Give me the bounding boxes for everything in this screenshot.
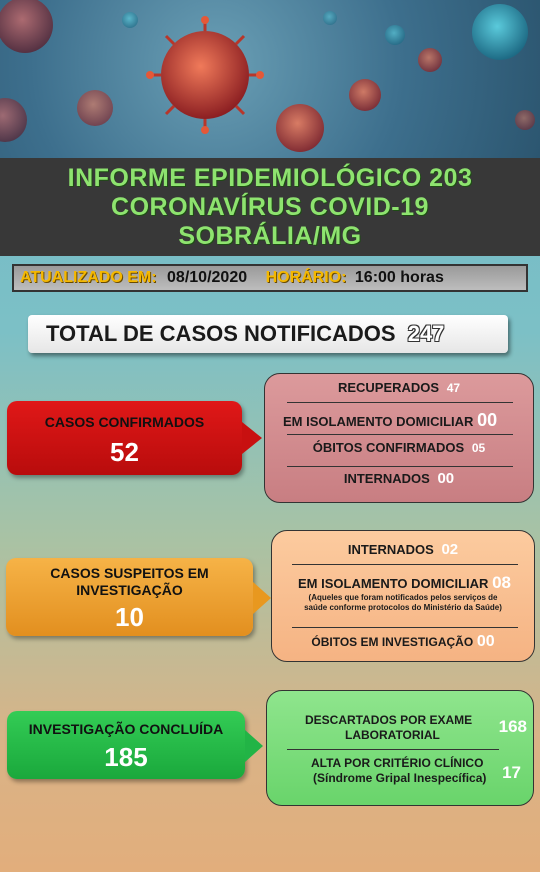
- divider: [287, 466, 513, 467]
- suspected-label-line2: INVESTIGAÇÃO: [76, 582, 183, 598]
- clinical-label-line1: ALTA POR CRITÉRIO CLÍNICO: [311, 756, 484, 770]
- time-label: HORÁRIO:: [265, 269, 347, 286]
- update-bar: [12, 264, 528, 292]
- isolation-note: [272, 593, 534, 613]
- deaths-investigation-value: 00: [476, 633, 495, 650]
- total-notified-label: TOTAL DE CASOS NOTIFICADOS: [46, 321, 396, 346]
- recovered-value: 47: [446, 381, 461, 395]
- report-title: INFORME EPIDEMIOLÓGICO 203: [67, 164, 473, 192]
- suspected-value: 10: [115, 602, 144, 632]
- concluded-label: INVESTIGAÇÃO CONCLUÍDA: [28, 721, 224, 737]
- confirmed-box: [7, 401, 242, 475]
- confirmed-arrow-icon: [242, 422, 262, 454]
- suspected-hospitalized-value: 02: [441, 541, 459, 558]
- suspected-arrow-icon: [253, 582, 271, 614]
- divider: [287, 749, 499, 750]
- confirmed-isolation-value: 00: [477, 410, 498, 430]
- confirmed-value: 52: [110, 437, 139, 467]
- confirmed-isolation-label: EM ISOLAMENTO DOMICILIAR: [283, 414, 474, 429]
- report-city: SOBRÁLIA/MG: [178, 222, 362, 250]
- concluded-value: 185: [104, 742, 148, 772]
- suspected-isolation-value: 08: [492, 573, 511, 592]
- confirmed-hospitalized-value: 00: [437, 470, 455, 487]
- suspected-details-box: [271, 530, 535, 662]
- clinical-value: 17: [502, 763, 521, 782]
- isolation-note-line2: saúde conforme protocolos do Ministério da Saúde): [304, 603, 502, 612]
- suspected-hospitalized-label: INTERNADOS: [347, 542, 434, 557]
- recovered-label: RECUPERADOS: [337, 380, 440, 395]
- isolation-note-line1: (Aqueles que foram notificados pelos serviços de: [308, 593, 498, 602]
- report-subtitle: CORONAVÍRUS COVID-19: [111, 193, 429, 221]
- discarded-value: 168: [498, 717, 527, 736]
- virus-illustration: [0, 0, 540, 158]
- deaths-label: ÓBITOS CONFIRMADOS: [312, 440, 465, 455]
- deaths-value: 05: [471, 441, 486, 455]
- suspected-box: [6, 558, 253, 636]
- suspected-isolation-label: EM ISOLAMENTO DOMICILIAR: [298, 576, 489, 591]
- clinical-label-line2: (Síndrome Gripal Inespecífica): [313, 771, 487, 785]
- total-notified-value: 247: [407, 321, 445, 346]
- suspected-label-line1: CASOS SUSPEITOS EM: [50, 565, 209, 581]
- confirmed-label: CASOS CONFIRMADOS: [44, 414, 205, 430]
- total-notified-box: [28, 315, 508, 353]
- divider: [292, 627, 518, 628]
- updated-date: 08/10/2020: [167, 269, 248, 286]
- report-header: [0, 158, 540, 256]
- confirmed-details-box: [264, 373, 534, 503]
- confirmed-hospitalized-label: INTERNADOS: [343, 471, 430, 486]
- concluded-box: [7, 711, 245, 779]
- concluded-details-box: [266, 690, 534, 806]
- covid-banner-image: [0, 0, 540, 158]
- discarded-label-line2: LABORATORIAL: [345, 728, 440, 742]
- discarded-label-line1: DESCARTADOS POR EXAME: [305, 713, 473, 727]
- concluded-arrow-icon: [245, 730, 263, 762]
- deaths-investigation-label: ÓBITOS EM INVESTIGAÇÃO: [311, 635, 474, 649]
- updated-time: 16:00 horas: [354, 269, 444, 286]
- divider: [287, 434, 513, 435]
- updated-label: ATUALIZADO EM:: [20, 269, 157, 286]
- divider: [292, 564, 518, 565]
- divider: [287, 402, 513, 403]
